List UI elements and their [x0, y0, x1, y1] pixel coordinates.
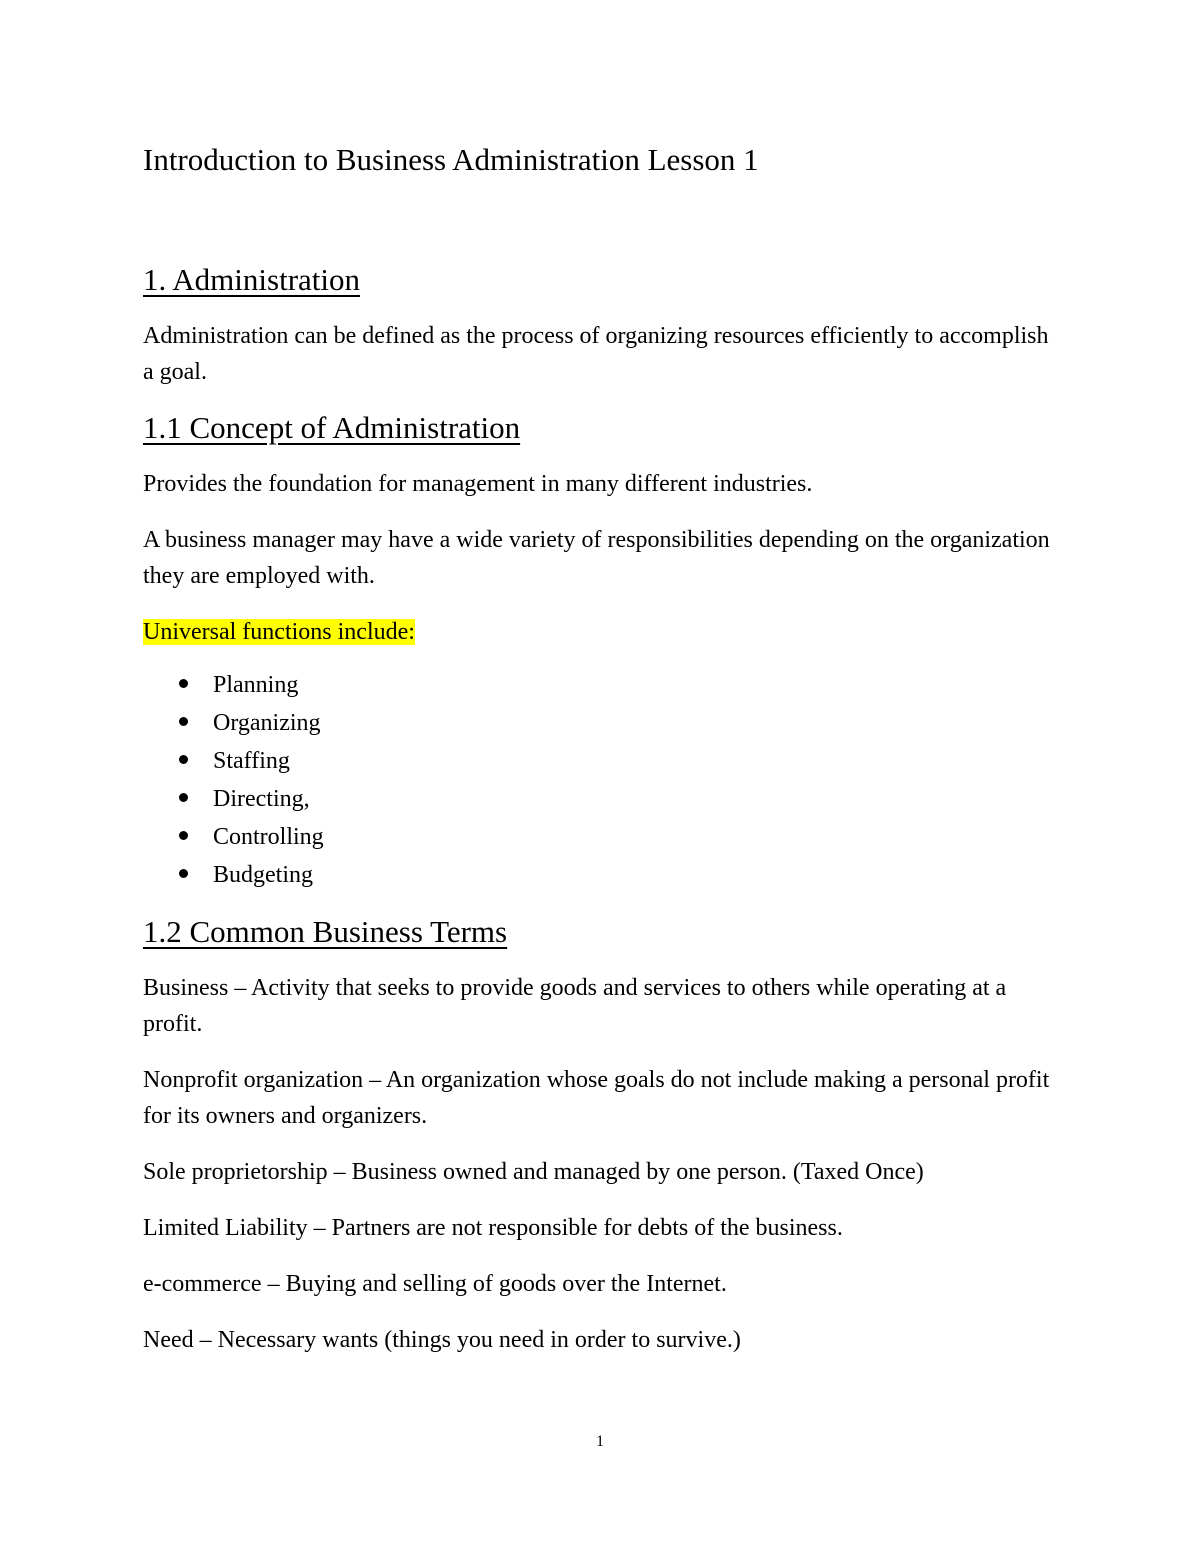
bullet-icon	[179, 793, 188, 802]
page-number: 1	[596, 1433, 604, 1450]
section-heading-business-terms	[143, 912, 1063, 952]
bullet-icon	[179, 831, 188, 840]
functions-list	[143, 666, 1063, 894]
term-sole-proprietorship: Sole proprietorship – Business owned and managed by one person. (Taxed Once)	[143, 1159, 924, 1185]
list-item	[143, 742, 1063, 780]
bullet-icon	[179, 755, 188, 764]
functions-label-paragraph	[143, 614, 1063, 650]
document-title: Introduction to Business Administration Lesson 1	[143, 142, 759, 177]
concept-paragraph-1: Provides the foundation for management in many different industries.	[143, 471, 813, 497]
list-item-text: Directing,	[213, 786, 310, 812]
section-heading-administration	[143, 260, 1063, 300]
section-heading-text: 1.2 Common Business Terms	[143, 914, 508, 949]
list-item-text: Staffing	[213, 748, 290, 774]
list-item-text: Budgeting	[213, 862, 313, 888]
list-item	[143, 704, 1063, 742]
section-heading-concept	[143, 408, 1063, 448]
list-item-text: Planning	[213, 672, 299, 698]
concept-paragraph-2: A business manager may have a wide variety of responsibilities depending on the organization they are employed with.	[143, 527, 1050, 589]
administration-definition: Administration can be defined as the process of organizing resources efficiently to accomplish a goal.	[143, 323, 1049, 385]
highlighted-functions-label: Universal functions include:	[143, 619, 415, 645]
bullet-icon	[179, 679, 188, 688]
section-heading-text: 1.1 Concept of Administration	[143, 410, 521, 445]
term-business: Business – Activity that seeks to provide goods and services to others while operating at a profit.	[143, 975, 1007, 1037]
bullet-icon	[179, 869, 188, 878]
bullet-icon	[179, 717, 188, 726]
term-need: Need – Necessary wants (things you need in order to survive.)	[143, 1327, 741, 1353]
section-heading-text: 1. Administration	[143, 262, 360, 297]
list-item	[143, 818, 1063, 856]
list-item-text: Organizing	[213, 710, 321, 736]
list-item	[143, 856, 1063, 894]
list-item	[143, 666, 1063, 704]
list-item-text: Controlling	[213, 824, 324, 850]
list-item	[143, 780, 1063, 818]
term-e-commerce: e-commerce – Buying and selling of goods over the Internet.	[143, 1271, 727, 1297]
term-nonprofit: Nonprofit organization – An organization whose goals do not include making a personal profit for its owners and organizers.	[143, 1067, 1050, 1129]
term-limited-liability: Limited Liability – Partners are not responsible for debts of the business.	[143, 1215, 843, 1241]
page-content	[143, 140, 1063, 1358]
